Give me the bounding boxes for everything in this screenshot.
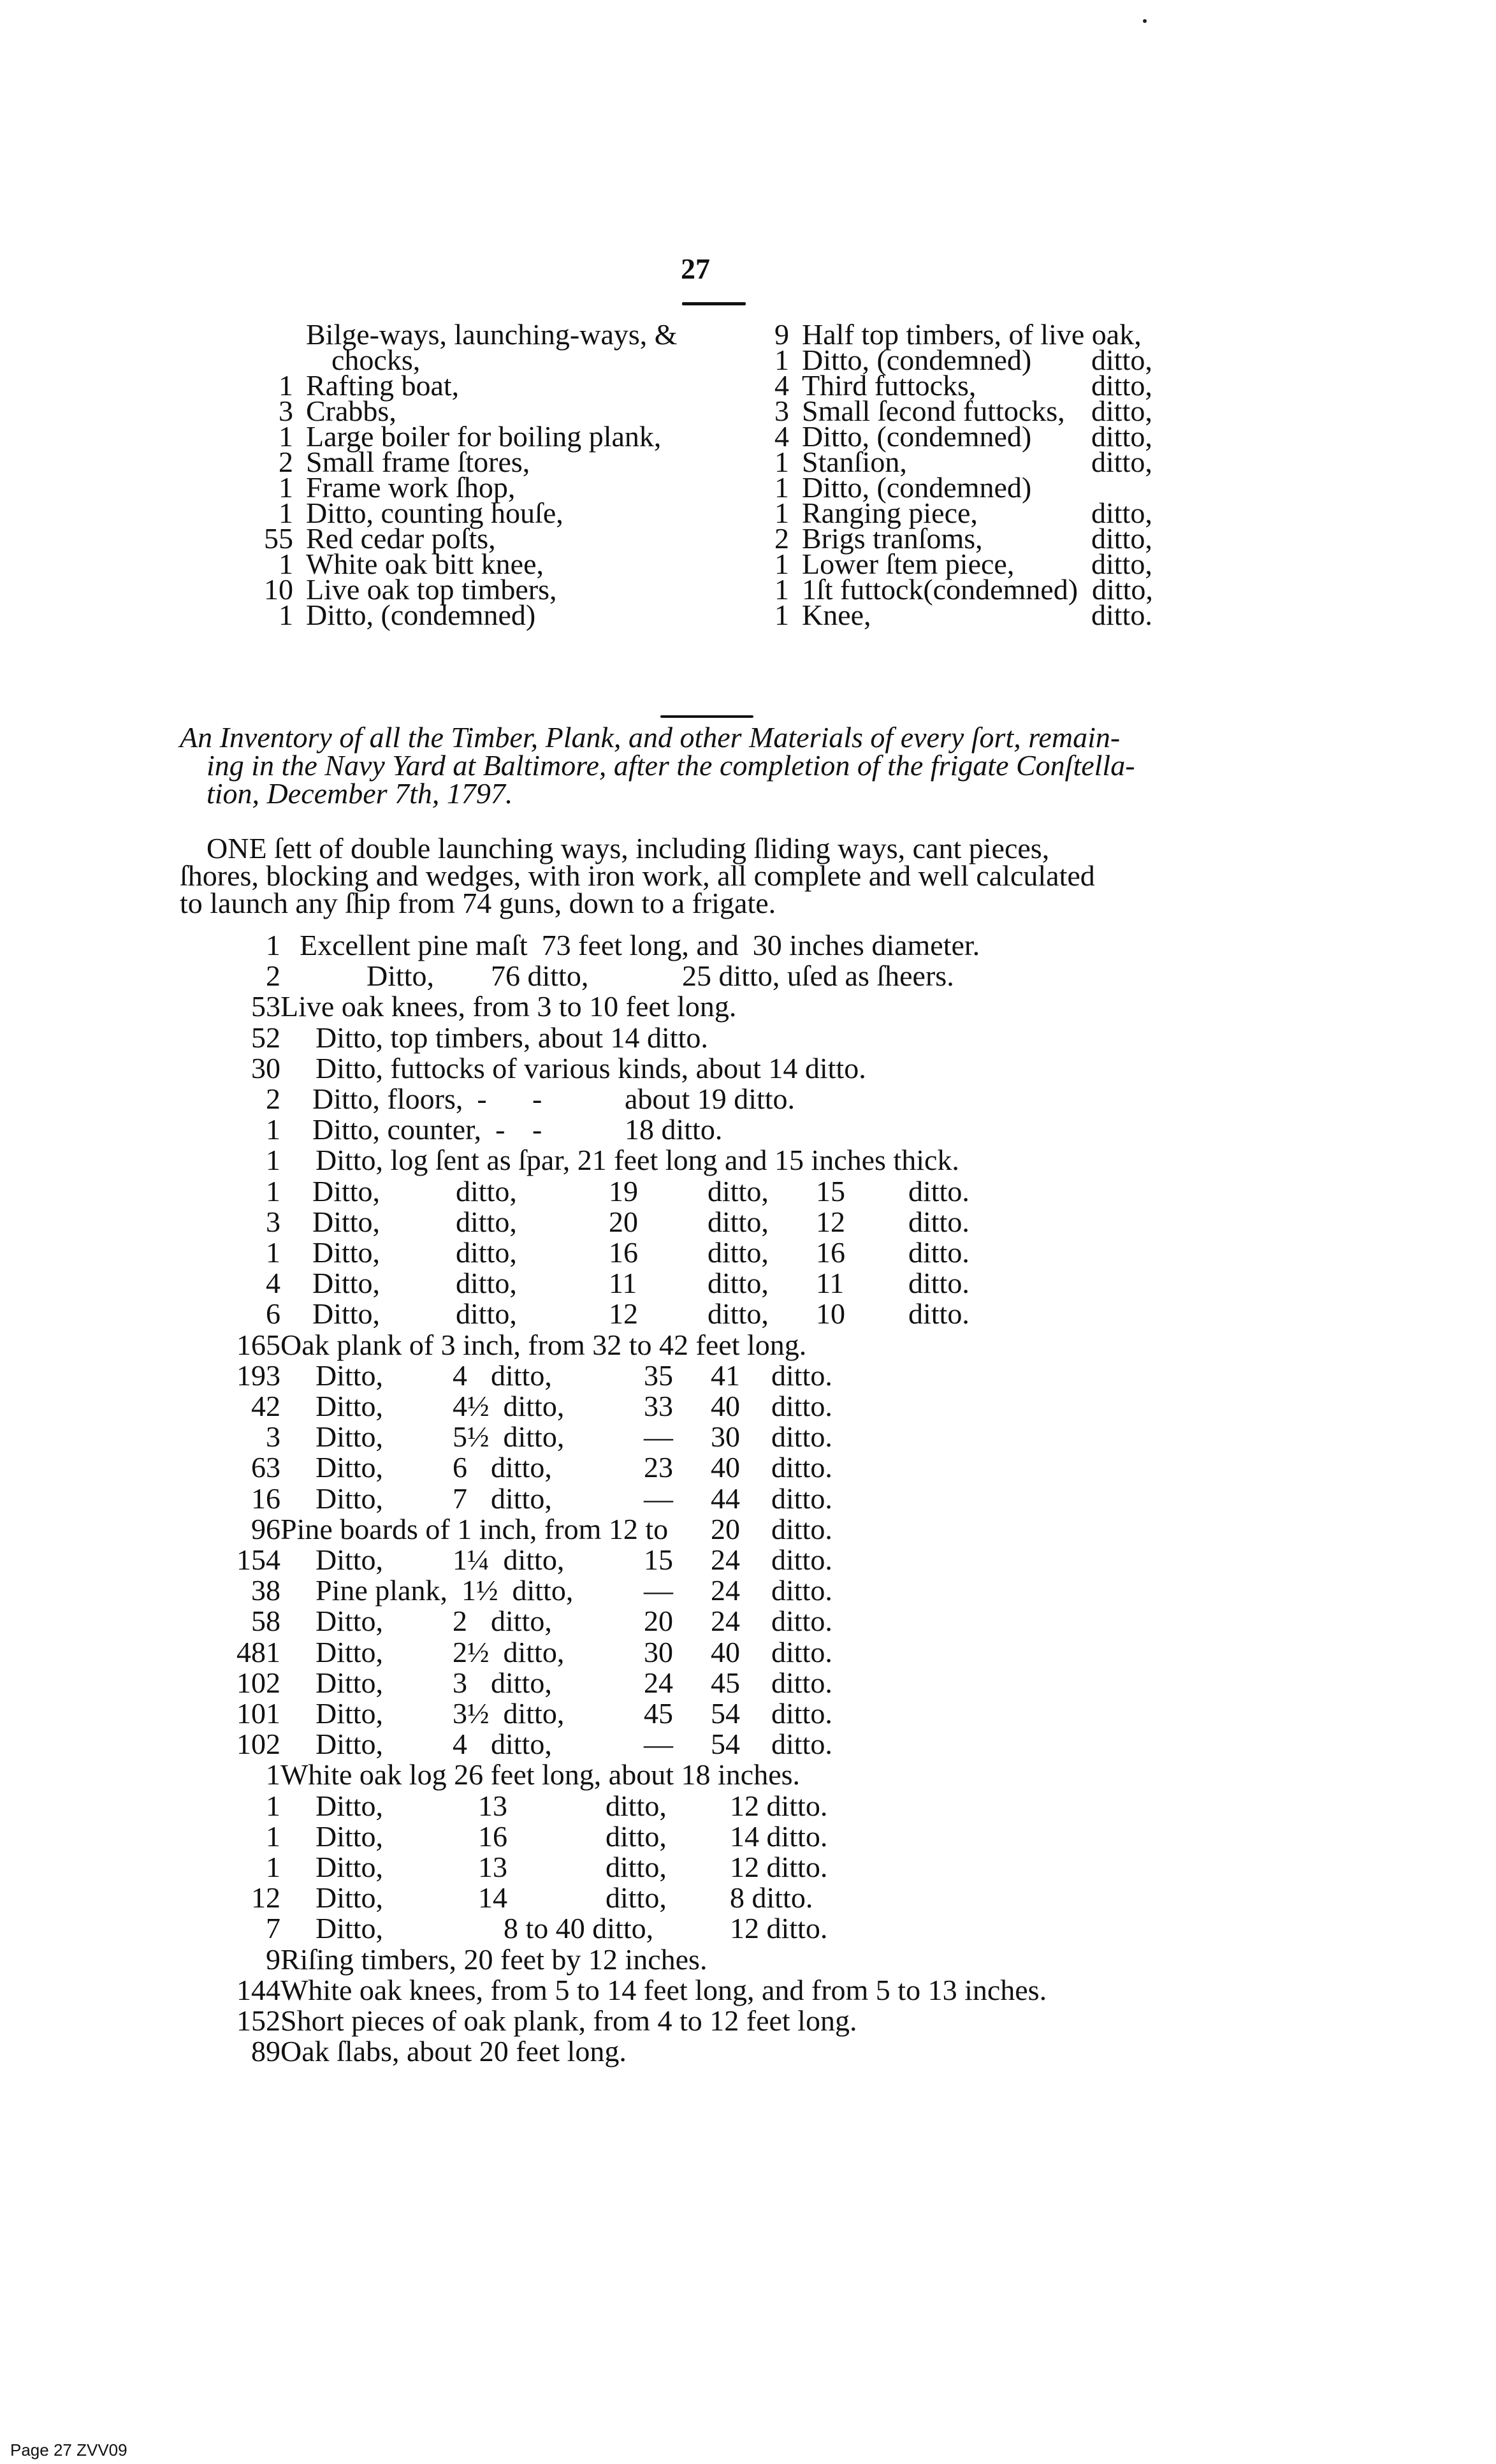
item-quantity: 1: [279, 471, 293, 504]
inventory-cell: ditto.: [771, 1451, 832, 1484]
inventory-quantity: 30: [251, 1051, 280, 1084]
inventory-cell: 11: [816, 1267, 845, 1300]
inventory-quantity: 1: [266, 1113, 280, 1146]
inventory-cell: Oak plank of 3 inch, from 32 to 42 feet long.: [280, 1328, 807, 1361]
inventory-cell: ditto.: [771, 1666, 832, 1699]
item-quantity: 1: [279, 420, 293, 453]
inventory-cell: Ditto,: [316, 1543, 384, 1576]
inventory-cell: Ditto,: [316, 1390, 384, 1422]
inventory-cell: ditto,: [456, 1267, 517, 1300]
item-ditto-note: ditto,: [1091, 548, 1152, 580]
inventory-cell: 33: [644, 1390, 673, 1422]
inventory-cell: 6: [453, 1451, 467, 1484]
item-text: Small frame ſtores,: [306, 446, 530, 478]
inventory-quantity: 4: [266, 1267, 280, 1300]
inventory-cell: Ditto,: [316, 1728, 384, 1761]
inventory-cell: 54: [711, 1697, 740, 1730]
intro-line: ſhores, blocking and wedges, with iron work, all complete and well calculated: [180, 859, 1095, 892]
inventory-cell: ditto,: [491, 1666, 552, 1699]
inventory-cell: ditto,: [708, 1297, 769, 1330]
inventory-quantity: 1: [266, 1174, 280, 1207]
inventory-cell: 7: [453, 1482, 467, 1515]
inventory-cell: 12 ditto.: [730, 1912, 828, 1945]
inventory-cell: Ditto,: [316, 1482, 384, 1515]
inventory-cell: ditto.: [771, 1512, 832, 1545]
inventory-quantity: 102: [236, 1666, 280, 1699]
inventory-cell: 10: [816, 1297, 845, 1330]
inventory-cell: 13: [478, 1851, 507, 1883]
item-quantity: 2: [774, 522, 789, 555]
inventory-cell: ditto,: [456, 1297, 517, 1330]
inventory-cell: Short pieces of oak plank, from 4 to 12 feet long.: [280, 2004, 857, 2037]
inventory-cell: 24: [711, 1605, 740, 1638]
inventory-cell: ditto,: [491, 1605, 552, 1638]
inventory-cell: Ditto, log ſent as ſpar, 21 feet long and 15 inches thick.: [316, 1144, 959, 1177]
item-quantity: 1: [279, 369, 293, 402]
inventory-quantity: 3: [266, 1420, 280, 1454]
item-text: Small ſecond futtocks,: [802, 395, 1065, 427]
inventory-cell: Ditto,: [312, 1205, 381, 1238]
item-ditto-note: ditto,: [1091, 344, 1152, 376]
page-footer: Page 27 ZVV09: [10, 2440, 127, 2460]
inventory-cell: Ditto, floors,: [312, 1083, 463, 1115]
inventory-quantity: 481: [236, 1635, 280, 1668]
inventory-cell: Ditto, futtocks of various kinds, about 14 ditto.: [316, 1051, 866, 1084]
inventory-cell: -: [495, 1113, 505, 1146]
inventory-cell: 1½: [461, 1574, 498, 1607]
inventory-cell: 15: [816, 1174, 845, 1207]
item-quantity: 1: [774, 446, 789, 478]
item-text: Bilge-ways, launching-ways, &: [306, 318, 678, 351]
inventory-cell: —: [644, 1420, 673, 1454]
inventory-cell: Ditto,: [312, 1174, 381, 1207]
item-quantity: 1: [774, 548, 789, 580]
inventory-cell: 40: [711, 1451, 740, 1484]
inventory-cell: 12 ditto.: [730, 1789, 828, 1822]
inventory-cell: ditto,: [708, 1174, 769, 1207]
item-text: Ditto, counting houſe,: [306, 497, 563, 529]
inventory-cell: ditto.: [771, 1697, 832, 1730]
inventory-cell: ditto,: [606, 1851, 667, 1883]
inventory-cell: 44: [711, 1482, 740, 1515]
inventory-cell: 45: [711, 1666, 740, 1699]
speck-mark: [1143, 19, 1147, 23]
inventory-cell: Ditto,: [316, 1697, 384, 1730]
inventory-quantity: 154: [236, 1543, 280, 1576]
inventory-cell: Ditto, counter,: [312, 1113, 482, 1146]
item-quantity: 1: [774, 344, 789, 376]
item-quantity: 1: [774, 471, 789, 504]
inventory-quantity: 2: [266, 1083, 280, 1115]
item-ditto-note: ditto,: [1091, 446, 1152, 478]
inventory-cell: ditto,: [503, 1420, 565, 1454]
inventory-cell: ditto.: [771, 1390, 832, 1422]
item-quantity: 1: [774, 573, 789, 606]
header-rule: [682, 302, 746, 305]
item-ditto-note: ditto,: [1091, 497, 1152, 529]
inventory-cell: ditto.: [908, 1174, 969, 1207]
item-text: Ditto, (condemned): [802, 344, 1032, 376]
inventory-cell: 20: [644, 1605, 673, 1638]
item-quantity: 1: [279, 497, 293, 529]
inventory-quantity: 12: [251, 1881, 280, 1914]
item-quantity: 4: [774, 369, 789, 402]
inventory-cell: 2½: [453, 1635, 490, 1668]
inventory-cell: 11: [609, 1267, 637, 1300]
inventory-cell: —: [644, 1574, 673, 1607]
inventory-cell: Live oak knees, from 3 to 10 feet long.: [280, 990, 737, 1023]
inventory-quantity: 1: [266, 1758, 280, 1791]
item-quantity: 1: [279, 548, 293, 580]
item-quantity: 10: [264, 573, 293, 606]
inventory-quantity: 165: [236, 1328, 280, 1361]
inventory-cell: ditto,: [503, 1697, 565, 1730]
inventory-cell: 35: [644, 1359, 673, 1392]
inventory-quantity: 3: [266, 1205, 280, 1238]
inventory-cell: ditto,: [503, 1390, 565, 1422]
item-text: Large boiler for boiling plank,: [306, 420, 662, 453]
inventory-cell: 3½: [453, 1697, 490, 1730]
inventory-cell: Ditto, top timbers, about 14 ditto.: [316, 1021, 708, 1054]
item-text: Ditto, (condemned): [802, 420, 1032, 453]
inventory-cell: 24: [644, 1666, 673, 1699]
item-quantity: 55: [264, 522, 293, 555]
inventory-quantity: 152: [236, 2004, 280, 2037]
inventory-cell: ditto,: [606, 1819, 667, 1853]
inventory-cell: 40: [711, 1390, 740, 1422]
item-quantity: 3: [774, 395, 789, 427]
inventory-cell: ditto,: [708, 1205, 769, 1238]
inventory-cell: Ditto,: [316, 1789, 384, 1822]
inventory-cell: —: [644, 1482, 673, 1515]
inventory-cell: ditto,: [606, 1881, 667, 1914]
inventory-cell: 41: [711, 1359, 740, 1392]
inventory-cell: ditto,: [491, 1451, 552, 1484]
inventory-quantity: 16: [251, 1482, 280, 1515]
item-text: Lower ſtem piece,: [802, 548, 1015, 580]
inventory-quantity: 1: [266, 929, 280, 961]
inventory-quantity: 102: [236, 1728, 280, 1761]
inventory-cell: 73 feet long, and: [541, 929, 739, 961]
inventory-cell: 8 to 40 ditto,: [504, 1912, 654, 1945]
inventory-cell: 16: [609, 1236, 638, 1269]
inventory-cell: ditto.: [771, 1359, 832, 1392]
inventory-cell: 4: [453, 1728, 467, 1761]
item-quantity: 1: [774, 599, 789, 631]
page-number: 27: [681, 252, 710, 285]
inventory-cell: 4: [453, 1359, 467, 1392]
inventory-quantity: 144: [236, 1973, 280, 2006]
inventory-cell: 19: [609, 1174, 638, 1207]
inventory-quantity: 63: [251, 1451, 280, 1484]
inventory-cell: ditto,: [503, 1635, 565, 1668]
inventory-cell: ditto,: [512, 1574, 574, 1607]
inventory-cell: ditto,: [708, 1267, 769, 1300]
item-text: chocks,: [331, 344, 421, 376]
inventory-cell: ditto.: [771, 1728, 832, 1761]
item-ditto-note: ditto.: [1091, 599, 1152, 631]
inventory-cell: ditto,: [503, 1543, 565, 1576]
inventory-cell: Ditto,: [312, 1297, 381, 1330]
item-text: 1ſt futtock(condemned): [802, 573, 1078, 606]
inventory-cell: 8 ditto.: [730, 1881, 813, 1914]
inventory-cell: 4½: [453, 1390, 490, 1422]
intro-line: ONE ſett of double launching ways, including ſliding ways, cant pieces,: [207, 832, 1050, 864]
inventory-cell: Ditto,: [316, 1912, 384, 1945]
inventory-cell: Ditto,: [312, 1267, 381, 1300]
inventory-quantity: 7: [266, 1912, 280, 1945]
inventory-quantity: 52: [251, 1021, 280, 1054]
inventory-quantity: 1: [266, 1819, 280, 1853]
inventory-cell: 30: [644, 1635, 673, 1668]
item-text: Red cedar poſts,: [306, 522, 496, 555]
inventory-cell: White oak knees, from 5 to 14 feet long, and from 5 to 13 inches.: [280, 1973, 1047, 2006]
inventory-cell: 1¼: [453, 1543, 490, 1576]
inventory-cell: ditto.: [771, 1420, 832, 1454]
inventory-cell: ditto,: [491, 1482, 552, 1515]
inventory-cell: ditto,: [456, 1236, 517, 1269]
item-quantity: 1: [279, 599, 293, 631]
inventory-cell: —: [644, 1728, 673, 1761]
inventory-cell: ditto.: [771, 1605, 832, 1638]
item-text: Ranging piece,: [802, 497, 978, 529]
inventory-cell: 18 ditto.: [625, 1113, 723, 1146]
inventory-cell: ditto.: [771, 1574, 832, 1607]
item-ditto-note: ditto,: [1091, 395, 1152, 427]
inventory-quantity: 38: [251, 1574, 280, 1607]
inventory-cell: White oak log 26 feet long, about 18 inches.: [280, 1758, 801, 1791]
item-quantity: 3: [279, 395, 293, 427]
inventory-cell: 3: [453, 1666, 467, 1699]
inventory-cell: ditto.: [908, 1205, 969, 1238]
item-quantity: 2: [279, 446, 293, 478]
item-quantity: 4: [774, 420, 789, 453]
inventory-cell: 30 inches diameter.: [752, 929, 980, 961]
inventory-cell: 16: [478, 1819, 507, 1853]
inventory-cell: 14: [478, 1881, 507, 1914]
item-text: Third futtocks,: [802, 369, 977, 402]
intro-line: to launch any ſhip from 74 guns, down to a frigate.: [180, 887, 776, 919]
inventory-cell: 24: [711, 1574, 740, 1607]
inventory-cell: ditto.: [908, 1267, 969, 1300]
item-text: Crabbs,: [306, 395, 396, 427]
inventory-quantity: 1: [266, 1236, 280, 1269]
inventory-cell: 2: [453, 1605, 467, 1638]
inventory-cell: -: [532, 1083, 542, 1115]
inventory-cell: Excellent pine maſt: [300, 929, 528, 961]
inventory-cell: Oak ſlabs, about 20 feet long.: [280, 2035, 627, 2068]
item-text: Ditto, (condemned): [802, 471, 1032, 504]
item-text: Half top timbers, of live oak,: [802, 318, 1142, 351]
item-text: Stanſion,: [802, 446, 907, 478]
inventory-cell: Ditto,: [312, 1236, 381, 1269]
inventory-cell: Ditto,: [316, 1881, 384, 1914]
inventory-cell: ditto.: [908, 1236, 969, 1269]
inventory-cell: ditto,: [606, 1789, 667, 1822]
inventory-cell: 30: [711, 1420, 740, 1454]
inventory-cell: ditto,: [491, 1359, 552, 1392]
inventory-quantity: 53: [251, 990, 280, 1023]
inventory-cell: 20: [711, 1512, 740, 1545]
inventory-cell: 24: [711, 1543, 740, 1576]
inventory-cell: 16: [816, 1236, 845, 1269]
inventory-cell: 5½: [453, 1420, 490, 1454]
inventory-cell: Pine boards of 1 inch, from 12 to: [280, 1512, 669, 1545]
inventory-quantity: 89: [251, 2035, 280, 2068]
inventory-cell: Ditto,: [316, 1420, 384, 1454]
inventory-cell: Ditto,: [367, 959, 435, 993]
inventory-cell: Riſing timbers, 20 feet by 12 inches.: [280, 1943, 708, 1976]
inventory-cell: Ditto,: [316, 1451, 384, 1484]
item-text: Knee,: [802, 599, 871, 631]
inventory-cell: 12: [816, 1205, 845, 1238]
inventory-cell: 13: [478, 1789, 507, 1822]
inventory-cell: 12 ditto.: [730, 1851, 828, 1883]
inventory-cell: -: [532, 1113, 542, 1146]
inventory-quantity: 101: [236, 1697, 280, 1730]
inventory-quantity: 96: [251, 1512, 280, 1545]
heading-line: An Inventory of all the Timber, Plank, and other Materials of every ſort, remain-: [180, 721, 1121, 754]
inventory-cell: 76 ditto,: [491, 959, 589, 993]
item-ditto-note: ditto,: [1092, 573, 1153, 606]
item-text: White oak bitt knee,: [306, 548, 544, 580]
inventory-cell: Ditto,: [316, 1819, 384, 1853]
inventory-cell: ditto,: [491, 1728, 552, 1761]
item-text: Live oak top timbers,: [306, 573, 557, 606]
inventory-cell: Ditto,: [316, 1605, 384, 1638]
item-text: Brigs tranſoms,: [802, 522, 983, 555]
inventory-cell: 15: [644, 1543, 673, 1576]
inventory-quantity: 6: [266, 1297, 280, 1330]
inventory-cell: ditto.: [908, 1297, 969, 1330]
inventory-quantity: 193: [236, 1359, 280, 1392]
inventory-cell: 14 ditto.: [730, 1819, 828, 1853]
inventory-cell: 54: [711, 1728, 740, 1761]
inventory-cell: 12: [609, 1297, 638, 1330]
inventory-cell: ditto,: [456, 1205, 517, 1238]
item-ditto-note: ditto,: [1091, 522, 1152, 555]
inventory-quantity: 1: [266, 1851, 280, 1883]
item-quantity: 9: [774, 318, 789, 351]
heading-line: ing in the Navy Yard at Baltimore, after the completion of the frigate Conſtella-: [207, 749, 1135, 782]
inventory-cell: ditto,: [456, 1174, 517, 1207]
item-ditto-note: ditto,: [1091, 420, 1152, 453]
inventory-cell: Pine plank,: [316, 1574, 447, 1607]
inventory-cell: -: [477, 1083, 487, 1115]
inventory-cell: 45: [644, 1697, 673, 1730]
inventory-cell: ditto,: [708, 1236, 769, 1269]
inventory-quantity: 9: [266, 1943, 280, 1976]
inventory-cell: about 19 ditto.: [625, 1083, 795, 1115]
inventory-quantity: 1: [266, 1789, 280, 1822]
inventory-cell: 40: [711, 1635, 740, 1668]
inventory-quantity: 1: [266, 1144, 280, 1177]
inventory-quantity: 2: [266, 959, 280, 993]
section-divider: [660, 715, 753, 718]
item-ditto-note: ditto,: [1091, 369, 1152, 402]
item-text: Ditto, (condemned): [306, 599, 536, 631]
inventory-cell: ditto.: [771, 1482, 832, 1515]
inventory-quantity: 58: [251, 1605, 280, 1638]
heading-line: tion, December 7th, 1797.: [207, 777, 513, 810]
item-quantity: 1: [774, 497, 789, 529]
inventory-cell: 20: [609, 1205, 638, 1238]
inventory-cell: 25 ditto, uſed as ſheers.: [682, 959, 954, 993]
inventory-cell: Ditto,: [316, 1851, 384, 1883]
inventory-cell: 23: [644, 1451, 673, 1484]
inventory-cell: Ditto,: [316, 1666, 384, 1699]
inventory-cell: ditto.: [771, 1543, 832, 1576]
inventory-cell: Ditto,: [316, 1635, 384, 1668]
item-text: Rafting boat,: [306, 369, 460, 402]
inventory-cell: Ditto,: [316, 1359, 384, 1392]
inventory-quantity: 42: [251, 1390, 280, 1422]
inventory-cell: ditto.: [771, 1635, 832, 1668]
item-text: Frame work ſhop,: [306, 471, 516, 504]
